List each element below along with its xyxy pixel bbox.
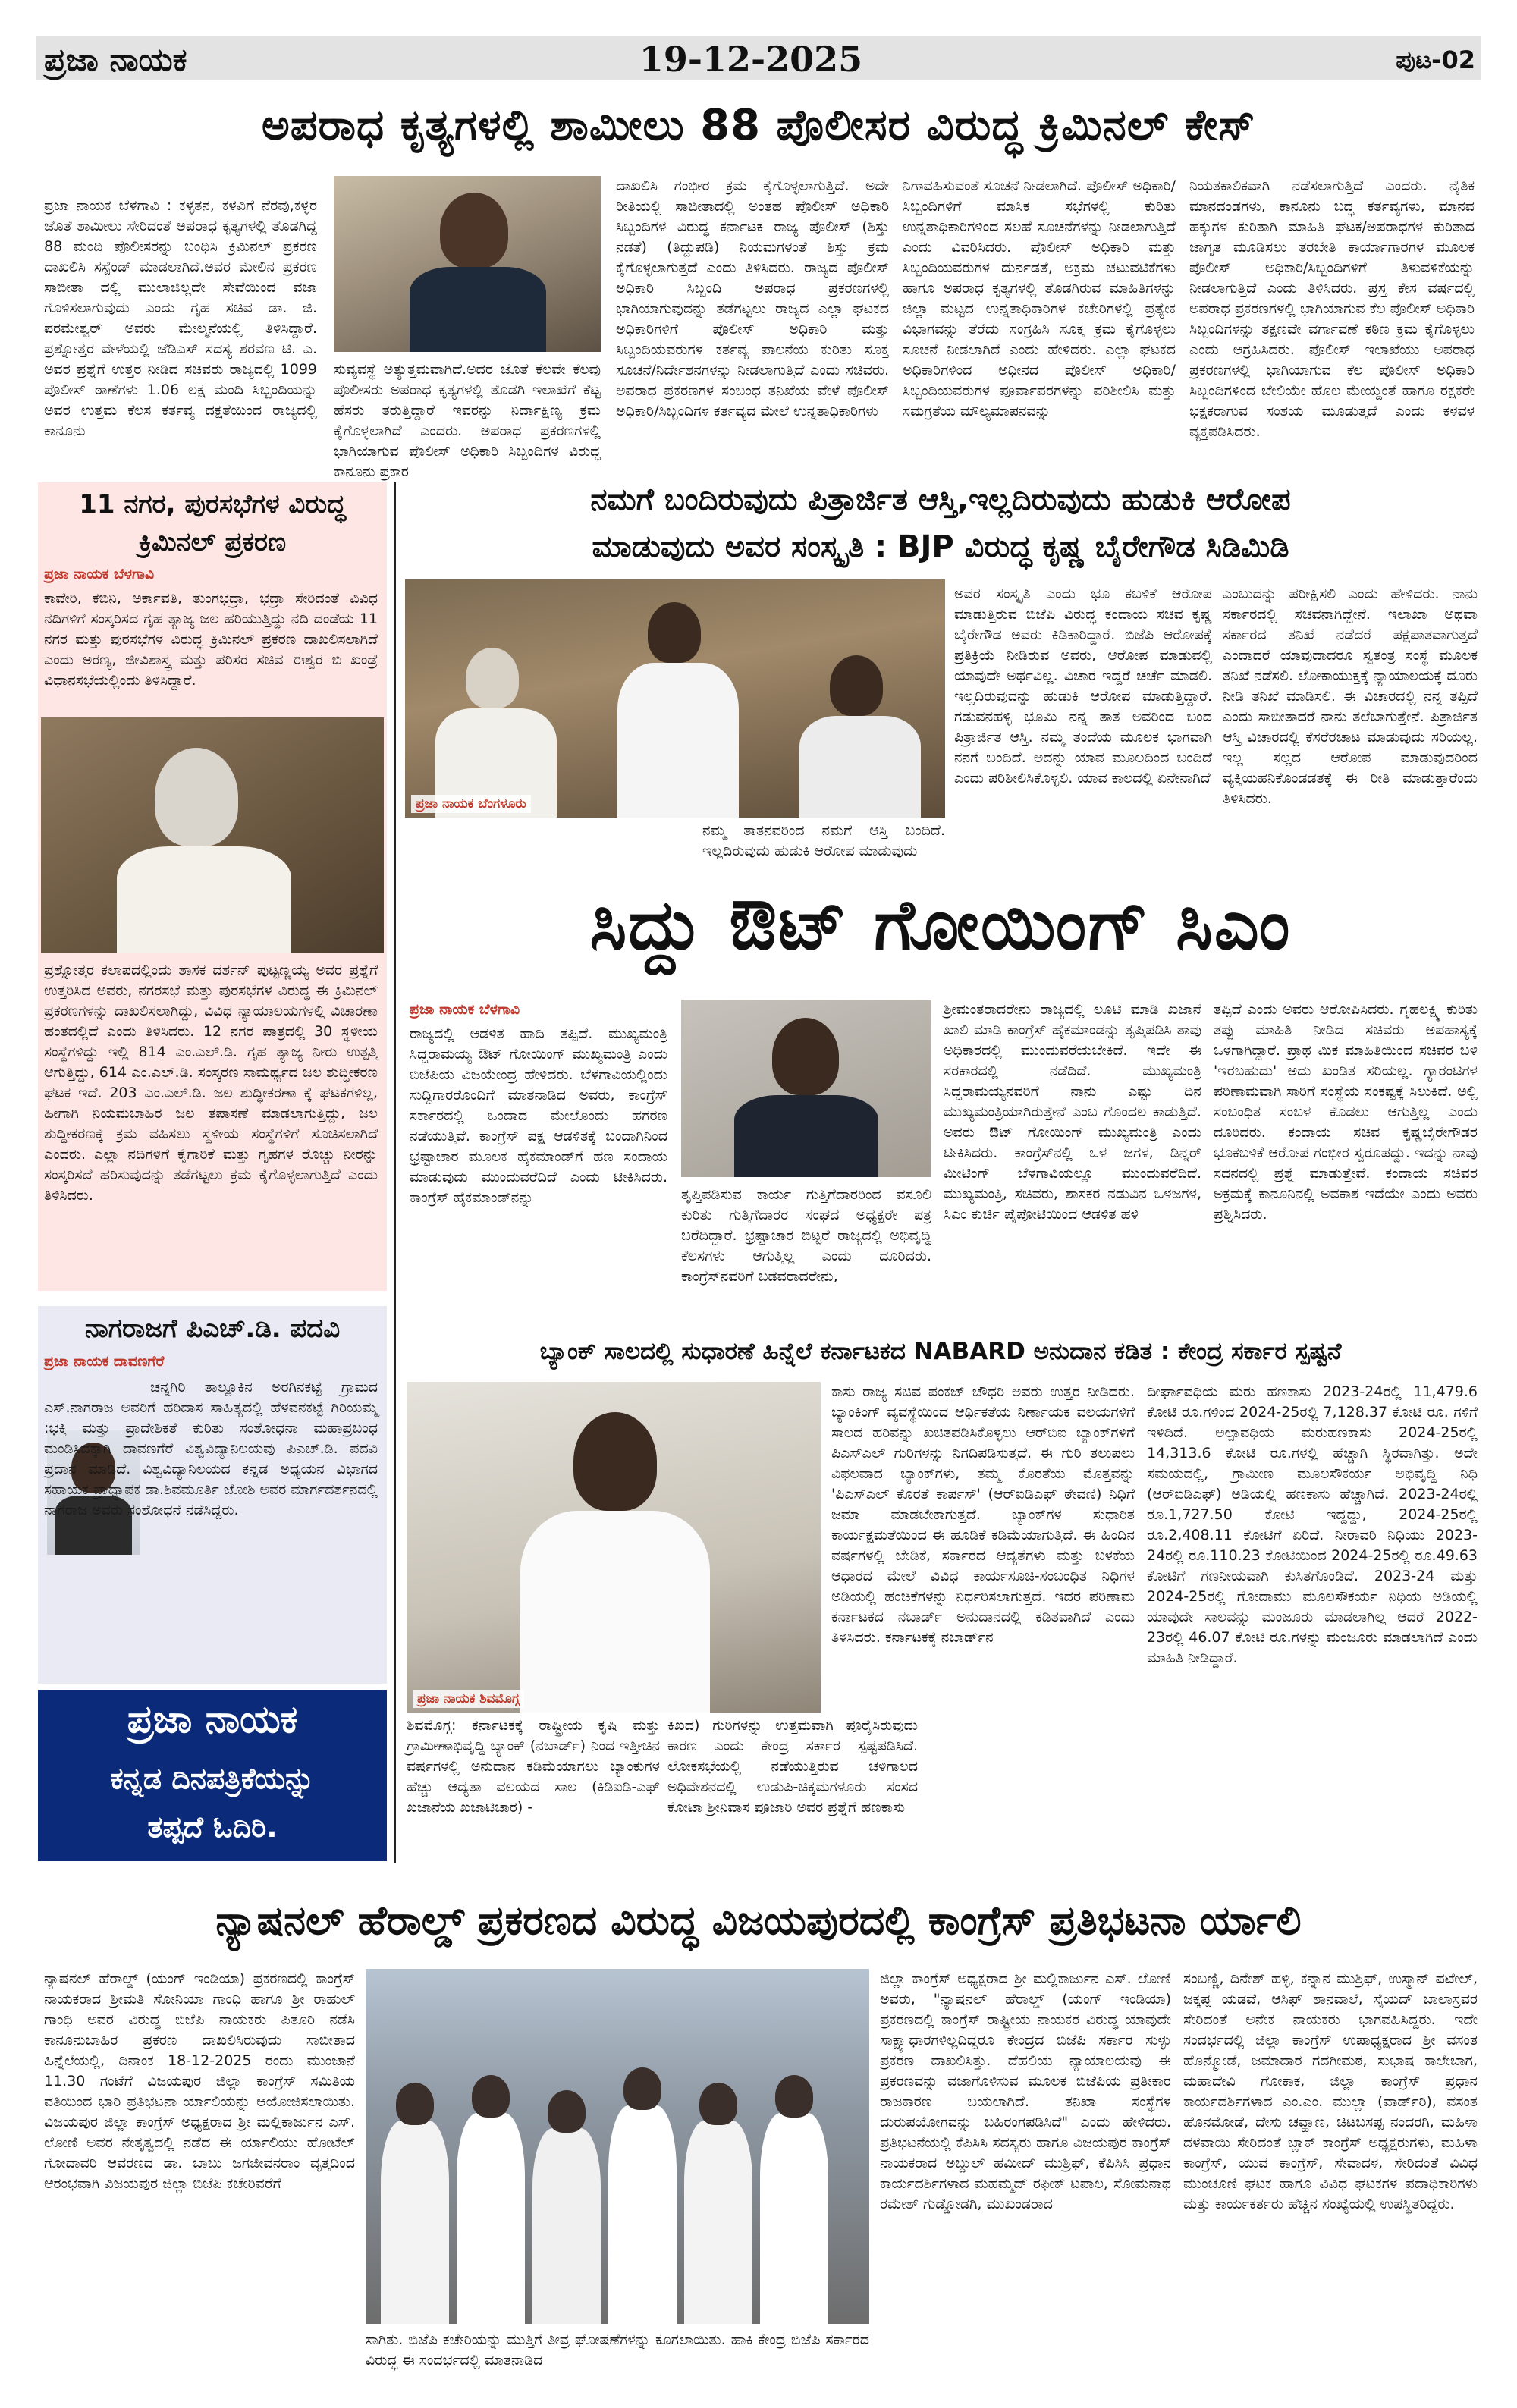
story1-col1: ಪ್ರಜಾ ನಾಯಕ ಬೆಳಗಾವಿ : ಕಳ್ಳತನ, ಕಳವಿಗೆ ನೆರವು,ಕಳ್ಳರ ಜೊತೆ ಶಾಮೀಲು ಸೇರಿದಂತೆ ಅಪರಾಧ ಕೃತ್ಯಗಳಲ್ಲಿ ತೊಡಗಿದ್ದ 88 ಮಂದಿ ಪೊಲೀಸರನ್ನು ಬಂಧಿಸಿ ಕ್ರಿಮಿನಲ್ ಪ್ರಕರಣ ದಾಖಲಿಸಿ ಸಸ್ಪೆಂಡ್ ಮಾಡಲಾಗಿದೆ.ಅವರ ಮೇಲಿನ ಪ್ರಕರಣ ಸಾಬೀತಾ ದಲ್ಲಿ ಮುಲಾಜಿಲ್ಲದೇ ಸೇವೆಯಿಂದ ವಜಾ ಗೊಳಿಸಲಾಗುವುದು ಎಂದು ಗೃಹ ಸಚಿವ ಡಾ. ಜಿ. ಪರಮೇಶ್ವರ್ ಅವರು ಮೇಲ್ಮನೆಯಲ್ಲಿ ತಿಳಿಸಿದ್ದಾರೆ. ಪ್ರಶ್ನೋತ್ತರ ವೇಳೆಯಲ್ಲಿ ಜೆಡಿಎಸ್ ಸದಸ್ಯ ಶರವಣ ಟಿ. ಎ. ಅವರ ಪ್ರಶ್ನೆಗೆ ಉತ್ತರ ನೀಡಿದ ಸಚಿವರು ರಾಜ್ಯದಲ್ಲಿ 1099 ಪೊಲೀಸ್ ಠಾಣೆಗಳು 1.06 ಲಕ್ಷ ಮಂದಿ ಸಿಬ್ಬಂದಿಯನ್ನು ಅವರ ಉತ್ತಮ ಕೆಲಸ ಕರ್ತವ್ಯ ದಕ್ಷತೆಯಿಂದ ರಾಜ್ಯದಲ್ಲಿ ಕಾನೂನು [44, 197, 317, 439]
story1-col5: ನಿಯತಕಾಲಿಕವಾಗಿ ನಡೆಸಲಾಗುತ್ತಿದೆ ಎಂದರು. ನೈತಿಕ ಮಾನದಂಡಗಳು, ಕಾನೂನು ಬದ್ಧ ಕರ್ತವ್ಯಗಳು, ಮಾನವ ಹಕ್ಕುಗಳ ಕುರಿತಾಗಿ ಮಾಹಿತಿ ಘಟಕ/ಅಪರಾಧಗಳ ಕುರಿತಾದ ಜಾಗೃತ ಮೂಡಿಸಲು ತರಬೇತಿ ಕಾರ್ಯಾಗಾರಗಳ ಮೂಲಕ ಪೊಲೀಸ್ ಅಧಿಕಾರಿ/ಸಿಬ್ಬಂದಿಗಳಿಗೆ ತಿಳುವಳಿಕೆಯನ್ನು ನೀಡಲಾಗುತ್ತಿದೆ ಎಂದು ತಿಳಿಸಿದರು. ಪ್ರಸ್ತ ಕೇಸ ವರ್ಷದಲ್ಲಿ ಅಪರಾಧ ಪ್ರಕರಣಗಳಲ್ಲಿ ಭಾಗಿಯಾಗುವ ಕೆಲ ಪೊಲೀಸ್ ಅಧಿಕಾರಿ ಸಿಬ್ಬಂದಿಗಳನ್ನು ತಕ್ಷಣವೇ ವರ್ಗಾವಣೆ ಕಠಿಣ ಕ್ರಮ ಕೈಗೊಳ್ಳಲು ಎಂದು ಆಗ್ರಹಿಸಿದರು. ಪೊಲೀಸ್ ಇಲಾಖೆಯು ಅಪರಾಧ ಪ್ರಕರಣಗಳಲ್ಲಿ ಭಾಗಿಯಾಗುವ ಕೆಲ ಪೊಲೀಸ್ ಅಧಿಕಾರಿ ಸಿಬ್ಬಂದಿಗಳಿಂದ ಬೇಲಿಯೇ ಹೊಲ ಮೇಯ್ದಂತೆ ಹಾಗೂ ರಕ್ಷಕರೇ ಭಕ್ಷಕರಾಗುವ ಸಂಶಯ ಮೂಡುತ್ತದೆ ಎಂದು ಕಳವಳ ವ್ಯಕ್ತಪಡಿಸಿದರು. [1189, 177, 1475, 440]
story2-below-photo: ನಮ್ಮ ತಾತನವರಿಂದ ನಮಗೆ ಆಸ್ತಿ ಬಂದಿದೆ. ಇಲ್ಲದಿರುವುದು ಹುಡುಕಿ ಆರೋಪ ಮಾಡುವುದು [702, 822, 945, 859]
story2-headline-line2: ಮಾಡುವುದು ಅವರ ಸಂಸ್ಕೃತಿ : BJP ವಿರುದ್ಧ ಕೃಷ್ಣ ಬೈರೇಗೌಡ ಸಿಡಿಮಿಡಿ [592, 529, 1289, 564]
masthead-page-number: ಪುಟ-02 [1396, 46, 1475, 74]
promo-line2: ತಪ್ಪದೆ ಓದಿರಿ. [147, 1810, 278, 1844]
story5-photo [366, 1969, 869, 2324]
story5-col2: ಜಿಲ್ಲಾ ಕಾಂಗ್ರೆಸ್ ಅಧ್ಯಕ್ಷರಾದ ಶ್ರೀ ಮಲ್ಲಿಕಾರ್ಜುನ ಎಸ್. ಲೋಣಿ ಅವರು, "ನ್ಯಾಷನಲ್ ಹೆರಾಲ್ಡ್ (ಯಂಗ್ ಇಂಡಿಯಾ) ಪ್ರಕರಣದಲ್ಲಿ ಕಾಂಗ್ರೆಸ್ ರಾಷ್ಟ್ರೀಯ ನಾಯಕರ ವಿರುದ್ಧ ಯಾವುದೇ ಸಾಕ್ಷ್ಯಾಧಾರಗಳಿಲ್ಲದಿದ್ದರೂ ಕೇಂದ್ರದ ಬಿಜೆಪಿ ಸರ್ಕಾರ ಸುಳ್ಳು ಪ್ರಕರಣ ದಾಖಲಿಸಿತ್ತು. ದೆಹಲಿಯ ನ್ಯಾಯಾಲಯವು ಈ ಪ್ರಕರಣವನ್ನು ವಜಾಗೊಳಿಸುವ ಮೂಲಕ ಬಿಜೆಪಿಯ ಪ್ರತೀಕಾರ ರಾಜಕಾರಣ ಬಯಲಾಗಿದೆ. ತನಿಖಾ ಸಂಸ್ಥೆಗಳ ದುರುಪಯೋಗವನ್ನು ಬಹಿರಂಗಪಡಿಸಿದೆ" ಎಂದು ಹೇಳಿದರು. ಪ್ರತಿಭಟನೆಯಲ್ಲಿ ಕೆಪಿಸಿಸಿ ಸದಸ್ಯರು ಹಾಗೂ ವಿಜಯಪುರ ಕಾಂಗ್ರೆಸ್ ನಾಯಕರಾದ ಅಬ್ದುಲ್ ಹಮೀದ್ ಮುಶ್ರಿಫ್, ಕೆಪಿಸಿಸಿ ಪ್ರಧಾನ ಕಾರ್ಯದರ್ಶಿಗಳಾದ ಮಹಮ್ಮದ್ ರಫೀಕ್ ಟಪಾಲ, ಸೋಮನಾಥ ರಮೇಶ್ ಗುಡ್ಡೋಡಗಿ, ಮುಖಂಡರಾದ [880, 1970, 1171, 2212]
column-divider [394, 482, 396, 1863]
story2-photo-caption: ಪ್ರಜಾ ನಾಯಕ ಬೆಂಗಳೂರು [411, 795, 531, 813]
story4-photo-caption: ಪ್ರಜಾ ನಾಯಕ ಶಿವಮೊಗ್ಗ [413, 1690, 524, 1708]
story1-col4: ನಿಗಾವಹಿಸುವಂತೆ ಸೂಚನೆ ನೀಡಲಾಗಿದೆ. ಪೊಲೀಸ್ ಅಧಿಕಾರಿ/ಸಿಬ್ಬಂದಿಗಳಿಗೆ ಮಾಸಿಕ ಸಭೆಗಳಲ್ಲಿ ಕುರಿತು ಉನ್ನತಾಧಿಕಾರಿಗಳಿಂದ ಸಲಹೆ ಸೂಚನೆಗಳನ್ನು ನೀಡಲಾಗುತ್ತಿದೆ ಎಂದು ವಿವರಿಸಿದರು. ಪೊಲೀಸ್ ಅಧಿಕಾರಿ ಮತ್ತು ಸಿಬ್ಬಂದಿಯವರುಗಳ ದುರ್ನಡತೆ, ಅಕ್ರಮ ಚಟುವಟಿಕೆಗಳು ಹಾಗೂ ಅಪರಾಧ ಕೃತ್ಯಗಳಲ್ಲಿ ತೊಡಗಿರುವ ಮಾಹಿತಿಗಳನ್ನು ಜಿಲ್ಲಾ ಮಟ್ಟದ ಉನ್ನತಾಧಿಕಾರಿಗಳ ಕಚೇರಿಗಳಲ್ಲಿ ಪ್ರತ್ಯೇಕ ವಿಭಾಗವನ್ನು ತೆರೆದು ಸಂಗ್ರಹಿಸಿ ಸೂಕ್ತ ಕ್ರಮ ಕೈಗೊಳ್ಳಲು ಸೂಚನೆ ನೀಡಲಾಗಿದೆ ಎಂದು ಹೇಳಿದರು. ಎಲ್ಲಾ ಘಟಕದ ಅಧಿಕಾರಿಗಳಿಂದ ಅಧೀನದ ಪೊಲೀಸ್ ಅಧಿಕಾರಿ/ಸಿಬ್ಬಂದಿಯವರುಗಳ ಪೂರ್ವಾಪರಗಳನ್ನು ಪರಿಶೀಲಿಸಿ ಮತ್ತು ಸಮಗ್ರತೆಯ ಮೌಲ್ಯಮಾಪನವನ್ನು [903, 177, 1176, 419]
left1-body: ಪ್ರಶ್ನೋತ್ತರ ಕಲಾಪದಲ್ಲಿಂದು ಶಾಸಕ ದರ್ಶನ್ ಪುಟ್ಟಣ್ಣಯ್ಯ ಅವರ ಪ್ರಶ್ನೆಗೆ ಉತ್ತರಿಸಿದ ಅವರು, ನಗರಸಭೆ ಮತ್ತು ಪುರಸಭೆಗಳ ವಿರುದ್ಧ ಈ ಕ್ರಿಮಿನಲ್ ಪ್ರಕರಣಗಳನ್ನು ದಾಖಲಿಸಲಾಗಿದ್ದು, ವಿವಿಧ ನ್ಯಾಯಾಲಯಗಳಲ್ಲಿ ವಿಚಾರಣಾ ಹಂತದಲ್ಲಿದೆ ಎಂದು ತಿಳಿಸಿದರು. 12 ನಗರ ಪಾತ್ರದಲ್ಲಿ 30 ಸ್ಥಳೀಯ ಸಂಸ್ಥೆಗಳಿದ್ದು ಇಲ್ಲಿ 814 ಎಂ.ಎಲ್.ಡಿ. ಗೃಹ ತ್ಯಾಜ್ಯ ನೀರು ಉತ್ಪತ್ತಿ ಆಗುತ್ತಿದ್ದು, 614 ಎಂ.ಎಲ್.ಡಿ. ಸಂಸ್ಕರಣ ಸಾಮರ್ಥ್ಯದ ಜಲ ಶುದ್ಧೀಕರಣ ಘಟಕ ಇದೆ. 203 ಎಂ.ಎಲ್.ಡಿ. ಜಲ ಶುದ್ಧೀಕರಣಾ ಕ್ಕೆ ಘಟಕಗಳಿಲ್ಲ, ಹೀಗಾಗಿ ನಿಯಮಬಾಹಿರ ಜಲ ತಪಾಸಣೆ ಮಾಡಲಾಗುತ್ತಿದ್ದು, ಜಲ ಶುದ್ಧೀಕರಣಕ್ಕೆ ಕ್ರಮ ವಹಿಸಲು ಸ್ಥಳೀಯ ಸಂಸ್ಥೆಗಳಿಗೆ ಸೂಚಿಸಲಾಗಿದೆ ಎಂದರು. ಎಲ್ಲಾ ನದಿಗಳಿಗೆ ಕೈಗಾರಿಕೆ ಮತ್ತು ಗೃಹಗಳ ರೊಚ್ಚು ನೀರನ್ನು ಸಂಸ್ಕರಿಸದೆ ಹರಿಸುವುದನ್ನು ತಡೆಗಟ್ಟಲು ಕ್ರಮ ಕೈಗೊಳ್ಳಲಾಗುತ್ತಿದೆ ಎಂದು ತಿಳಿಸಿದರು. [44, 962, 378, 1204]
story3-col1: ರಾಜ್ಯದಲ್ಲಿ ಆಡಳಿತ ಹಾದಿ ತಪ್ಪಿದೆ. ಮುಖ್ಯಮಂತ್ರಿ ಸಿದ್ದರಾಮಯ್ಯ ಔಟ್ ಗೋಯಿಂಗ್ ಮುಖ್ಯಮಂತ್ರಿ ಎಂದು ಬಿಜೆಪಿಯ ವಿಜಯೇಂದ್ರ ಹೇಳಿದರು. ಬೆಳಗಾವಿಯಲ್ಲಿಂದು ಸುದ್ದಿಗಾರರೊಂದಿಗೆ ಮಾತನಾಡಿದ ಅವರು, ಕಾಂಗ್ರೆಸ್ ಸರ್ಕಾರದಲ್ಲಿ ಒಂದಾದ ಮೇಲೊಂದು ಹಗರಣ ನಡೆಯುತ್ತಿವೆ. ಕಾಂಗ್ರೆಸ್ ಪಕ್ಷ ಆಡಳಿತಕ್ಕೆ ಬಂದಾಗಿನಿಂದ ಭ್ರಷ್ಟಾಚಾರ ಮೂಲಕ ಹೈಕಮಾಂಡ್‌ಗೆ ಹಣ ಸಂದಾಯ ಮಾಡುವುದು ಮುಂದುವರೆದಿದೆ ಎಂದು ಟೀಕಿಸಿದರು. ಕಾಂಗ್ರೆಸ್ ಹೈಕಮಾಂಡ್‌ನನ್ನು [410, 1025, 667, 1206]
story3-col3: ತಪ್ಪಿದೆ ಎಂದು ಅವರು ಆರೋಪಿಸಿದರು. ಗೃಹಲಕ್ಷ್ಮಿ ಕುರಿತು ತಪ್ಪು ಮಾಹಿತಿ ನೀಡಿದ ಸಚಿವರು ಅಪಹಾಸ್ಯಕ್ಕೆ ಒಳಗಾಗಿದ್ದಾರೆ. ಪ್ರಾಥ ಮಿಕ ಮಾಹಿತಿಯಿಂದ ಸಚಿವರ ಬಳಿ 'ಇರಬಹುದು' ಅದು ಖಂಡಿತ ಸರಿಯಲ್ಲ. ಗ್ಯಾರಂಟಿಗಳ ಪರಿಣಾಮವಾಗಿ ಸಾರಿಗೆ ಸಂಸ್ಥೆಯ ಸಂಕಷ್ಟಕ್ಕೆ ಸಿಲುಕಿದೆ. ಅಲ್ಲಿ ಸಂಬಂಧಿತ ಸಂಬಳ ಕೊಡಲು ಆಗುತ್ತಿಲ್ಲ ಎಂದು ದೂರಿದರು. ಕಂದಾಯ ಸಚಿವ ಕೃಷ್ಣಬೈರೇಗೌಡರ ಭೂಕಬಳಿಕೆ ಆರೋಪ ಗಂಭೀರ ಸ್ವರೂಪದ್ದು. ಇದನ್ನು ನಾವು ಸದನದಲ್ಲಿ ಪ್ರಶ್ನೆ ಮಾಡುತ್ತೇವೆ. ಕಂದಾಯ ಸಚಿವರ ಅಕ್ರಮಕ್ಕೆ ಕಾನೂನಿನಲ್ಲಿ ಅವಕಾಶ ಇದೆಯೇ ಎಂದು ಅವರು ಪ್ರಶ್ನಿಸಿದರು. [1214, 1001, 1478, 1223]
story3-byline: ಪ್ರಜಾ ನಾಯಕ ಬೆಳಗಾವಿ [410, 1001, 520, 1018]
story3-headline: ಸಿದ್ದು ಔಟ್ ಗೋಯಿಂಗ್ ಸಿಎಂ [589, 884, 1292, 965]
left1-photo [41, 717, 384, 953]
left2-headline: ನಾಗರಾಜಗೆ ಪಿಎಚ್.ಡಿ. ಪದವಿ [84, 1314, 341, 1344]
story3-col2: ಶ್ರೀಮಂತರಾದರೇನು ರಾಜ್ಯದಲ್ಲಿ ಲೂಟಿ ಮಾಡಿ ಖಜಾನೆ ಖಾಲಿ ಮಾಡಿ ಕಾಂಗ್ರೆಸ್ ಹೈಕಮಾಂಡನ್ನು ತೃಪ್ತಿಪಡಿಸಿ ತಾವು ಅಧಿಕಾರದಲ್ಲಿ ಮುಂದುವರೆಯಬೇಕಿದೆ. ಇದೇ ಈ ಸರಕಾರದಲ್ಲಿ ನಡೆದಿದೆ. ಮುಖ್ಯಮಂತ್ರಿ ಸಿದ್ದರಾಮಯ್ಯನವರಿಗೆ ನಾನು ಎಷ್ಟು ದಿನ ಮುಖ್ಯಮಂತ್ರಿಯಾಗಿರುತ್ತೇನೆ ಎಂಬ ಗೊಂದಲ ಕಾಡುತ್ತಿದೆ. ಅವರು ಔಟ್ ಗೋಯಿಂಗ್ ಮುಖ್ಯಮಂತ್ರಿ ಎಂದು ಟೀಕಿಸಿದರು. ಕಾಂಗ್ರೆಸ್‌ನಲ್ಲಿ ಒಳ ಜಗಳ, ಡಿನ್ನರ್ ಮೀಟಿಂಗ್ ಬೆಳಗಾವಿಯಲ್ಲೂ ಮುಂದುವರೆದಿದೆ. ಮುಖ್ಯಮಂತ್ರಿ, ಸಚಿವರು, ಶಾಸಕರ ನಡುವಿನ ಒಳಜಗಳ, ಸಿಎಂ ಕುರ್ಚಿ ಪೈಪೋಟಿಯಿಂದ ಆಡಳಿತ ಹಳಿ [944, 1001, 1201, 1223]
masthead-name: ಪ್ರಜಾ ನಾಯಕ [44, 41, 187, 78]
story1-photo [334, 176, 601, 352]
story2-col1: ಅವರ ಸಂಸ್ಕೃತಿ ಎಂದು ಭೂ ಕಬಳಿಕೆ ಆರೋಪ ಮಾಡುತ್ತಿರುವ ಬಿಜೆಪಿ ವಿರುದ್ಧ ಕಂದಾಯ ಸಚಿವ ಕೃಷ್ಣ ಬೈರೇಗೌಡ ಅವರು ಕಿಡಿಕಾರಿದ್ದಾರೆ. ಬಿಜೆಪಿ ಆರೋಪಕ್ಕೆ ಪ್ರತಿಕ್ರಿಯೆ ನೀಡಿರುವ ಅವರು, ಆರೋಪ ಮಾಡುವಲ್ಲಿ ಯಾವುದೇ ಅರ್ಥವಿಲ್ಲ. ವಿಚಾರ ಇದ್ದರೆ ಚರ್ಚೆ ಮಾಡಲಿ. ಇಲ್ಲದಿರುವುದನ್ನು ಹುಡುಕಿ ಆರೋಪ ಮಾಡುತ್ತಿದ್ದಾರೆ. ಗಡುವನಹಳ್ಳಿ ಭೂಮಿ ನನ್ನ ತಾತ ಅವರಿಂದ ಬಂದ ಪಿತ್ರಾರ್ಜಿತ ಆಸ್ತಿ. ನಮ್ಮ ತಂದೆಯ ಮೂಲಕ ಭಾಗವಾಗಿ ನನಗೆ ಬಂದಿದೆ. ಅದನ್ನು ಯಾವ ಮೂಲದಿಂದ ಬಂದಿದೆ ಎಂದು ಪರಿಶೀಲಿಸಿಕೊಳ್ಳಲಿ. ಯಾವ ಕಾಲದಲ್ಲಿ ಏನೇನಾಗಿದೆ [954, 586, 1212, 786]
story5-below-photo: ಸಾಗಿತು. ಬಿಜೆಪಿ ಕಚೇರಿಯನ್ನು ಮುತ್ತಿಗೆ ತೀವ್ರ ಘೋಷಣೆಗಳನ್ನು ಕೂಗಲಾಯಿತು. ಹಾಕಿ ಕೇಂದ್ರ ಬಿಜೆಪಿ ಸರ್ಕಾರದ ವಿರುದ್ಧ ಈ ಸಂದರ್ಭದಲ್ಲಿ ಮಾತನಾಡಿದ [366, 2331, 869, 2369]
left1-intro: ಕಾವೇರಿ, ಕಬಿನಿ, ಅರ್ಕಾವತಿ, ತುಂಗಭದ್ರಾ, ಭದ್ರಾ ಸೇರಿದಂತೆ ವಿವಿಧ ನದಿಗಳಿಗೆ ಸಂಸ್ಕರಿಸದ ಗೃಹ ತ್ಯಾಜ್ಯ ಜಲ ಹರಿಯುತ್ತಿದ್ದು ನದಿ ದಂಡೆಯ 11 ನಗರ ಮತ್ತು ಪುರಸಭೆಗಳ ವಿರುದ್ಧ ಕ್ರಿಮಿನಲ್ ಪ್ರಕರಣ ದಾಖಲಿಸಲಾಗಿದೆ ಎಂದು ಅರಣ್ಯ, ಜೀವಿಶಾಸ್ತ್ರ ಮತ್ತು ಪರಿಸರ ಸಚಿವ ಈಶ್ವರ ಬಿ ಖಂಡ್ರೆ ವಿಧಾನಸಭೆಯಲ್ಲಿಂದು ತಿಳಿಸಿದ್ದಾರೆ. [44, 590, 378, 689]
story2-photo [405, 579, 945, 818]
story5-headline: ನ್ಯಾಷನಲ್ ಹೆರಾಲ್ಡ್ ಪ್ರಕರಣದ ವಿರುದ್ಧ ವಿಜಯಪುರದಲ್ಲಿ ಕಾಂಗ್ರೆಸ್ ಪ್ರತಿಭಟನಾ ರ್ಯಾಲಿ [215, 1898, 1302, 1944]
story4-photo [407, 1382, 821, 1713]
story4-col3: ಕಾಸು ರಾಜ್ಯ ಸಚಿವ ಪಂಕಜ್ ಚೌಧರಿ ಅವರು ಉತ್ತರ ನೀಡಿದರು. ಬ್ಯಾಂಕಿಂಗ್ ವ್ಯವಸ್ಥೆಯಿಂದ ಆರ್ಥಿಕತೆಯ ನಿರ್ಣಾಯಕ ವಲಯಗಳಿಗೆ ಸಾಲದ ಹರಿವನ್ನು ಖಚಿತಪಡಿಸಿಕೊಳ್ಳಲು ಆರ್‌ಬಿಐ ಬ್ಯಾಂಕ್‌ಗಳಿಗೆ ಪಿಎಸ್‌ಎಲ್ ಗುರಿಗಳನ್ನು ನಿಗದಿಪಡಿಸುತ್ತದೆ. ಈ ಗುರಿ ತಲುಪಲು ವಿಫಲವಾದ ಬ್ಯಾಂಕ್‌ಗಳು, ತಮ್ಮ ಕೊರತೆಯ ಮೊತ್ತವನ್ನು 'ಪಿಎಸ್‌ಎಲ್ ಕೊರತೆ ಕಾರ್ಪಸ್' (ಆರ್‌ಐಡಿಎಫ್ ಠೇವಣಿ) ನಿಧಿಗೆ ಜಮಾ ಮಾಡಬೇಕಾಗುತ್ತದೆ. ಬ್ಯಾಂಕ್‌ಗಳ ಸುಧಾರಿತ ಕಾರ್ಯಕ್ಷಮತೆಯಿಂದ ಈ ಹೂಡಿಕೆ ಕಡಿಮೆಯಾಗುತ್ತಿದೆ. ಈ ಹಿಂದಿನ ವರ್ಷಗಳಲ್ಲಿ ಬೇಡಿಕೆ, ಸರ್ಕಾರದ ಆದ್ಯತೆಗಳು ಮತ್ತು ಬಳಕೆಯ ಆಧಾರದ ಮೇಲೆ ವಿವಿಧ ಕಾರ್ಯಸೂಚಿ-ಸಂಬಂಧಿತ ನಿಧಿಗಳ ಅಡಿಯಲ್ಲಿ ಹಂಚಿಕೆಗಳನ್ನು ನಿರ್ಧರಿಸಲಾಗುತ್ತದೆ. ಇದರ ಪರಿಣಾಮ ಕರ್ನಾಟಕದ ನಬಾರ್ಡ್ ಅನುದಾನದಲ್ಲಿ ಕಡಿತವಾಗಿದೆ ಎಂದು ತಿಳಿಸಿದರು. ಕರ್ನಾಟಕಕ್ಕೆ ನಬಾರ್ಡ್‌ನ [831, 1383, 1135, 1646]
left1-byline: ಪ್ರಜಾ ನಾಯಕ ಬೆಳಗಾವಿ [44, 566, 155, 582]
story5-col1: ನ್ಯಾಷನಲ್ ಹೆರಾಲ್ಡ್ (ಯಂಗ್ ಇಂಡಿಯಾ) ಪ್ರಕರಣದಲ್ಲಿ ಕಾಂಗ್ರೆಸ್ ನಾಯಕರಾದ ಶ್ರೀಮತಿ ಸೋನಿಯಾ ಗಾಂಧಿ ಹಾಗೂ ಶ್ರೀ ರಾಹುಲ್ ಗಾಂಧಿ ಅವರ ವಿರುದ್ಧ ಬಿಜೆಪಿ ನಾಯಕರು ಪಿತೂರಿ ನಡೆಸಿ ಕಾನೂನುಬಾಹಿರ ಪ್ರಕರಣ ದಾಖಲಿಸಿರುವುದು ಸಾಬೀತಾದ ಹಿನ್ನೆಲೆಯಲ್ಲಿ, ದಿನಾಂಕ 18-12-2025 ರಂದು ಮುಂಜಾನೆ 11.30 ಗಂಟೆಗೆ ವಿಜಯಪುರ ಜಿಲ್ಲಾ ಕಾಂಗ್ರೆಸ್ ಸಮಿತಿಯ ವತಿಯಿಂದ ಭಾರಿ ಪ್ರತಿಭಟನಾ ರ್ಯಾಲಿಯನ್ನು ಆಯೋಜಿಸಲಾಯಿತು. ವಿಜಯಪುರ ಜಿಲ್ಲಾ ಕಾಂಗ್ರೆಸ್ ಅಧ್ಯಕ್ಷರಾದ ಶ್ರೀ ಮಲ್ಲಿಕಾರ್ಜುನ ಎಸ್. ಲೋಣಿ ಅವರ ನೇತೃತ್ವದಲ್ಲಿ ನಡೆದ ಈ ರ್ಯಾಲಿಯು ಹೋಟೆಲ್ ಗೋದಾವರಿ ಆವರಣದ ಡಾ. ಬಾಬು ಜಗಜೀವನರಾಂ ವೃತ್ತದಿಂದ ಆರಂಭವಾಗಿ ವಿಜಯಪುರ ಜಿಲ್ಲಾ ಬಿಜೆಪಿ ಕಚೇರಿವರೆಗೆ [44, 1970, 355, 2192]
left1-headline-line1: 11 ನಗರ, ಪುರಸಭೆಗಳ ವಿರುದ್ಧ [79, 489, 346, 520]
masthead-date: 19-12-2025 [639, 39, 863, 80]
story2-headline-line1: ನಮಗೆ ಬಂದಿರುವುದು ಪಿತ್ರಾರ್ಜಿತ ಆಸ್ತಿ,ಇಲ್ಲದಿರುವುದು ಹುಡುಕಿ ಆರೋಪ [590, 482, 1291, 517]
story3-photo [681, 1000, 931, 1177]
left2-body: ಚನ್ನಗಿರಿ ತಾಲ್ಲೂಕಿನ ಅರಗಿನಕಟ್ಟೆ ಗ್ರಾಮದ ಎಸ್.ನಾಗರಾಜ ಅವರಿಗೆ ಹರಿದಾಸ ಸಾಹಿತ್ಯದಲ್ಲಿ ಹೆಳವನಕಟ್ಟೆ ಗಿರಿಯಮ್ಮ :ಭಕ್ತಿ ಮತ್ತು ಪ್ರಾದೇಶಿಕತೆ ಕುರಿತು ಸಂಶೋಧನಾ ಮಹಾಪ್ರಬಂಧ ಮಂಡಿಸಿದಕ್ಕಾಗಿ ದಾವಣಗೆರೆ ವಿಶ್ವವಿದ್ಯಾನಿಲಯವು ಪಿಎಚ್.ಡಿ. ಪದವಿ ಪ್ರದಾನ ಮಾಡಿದೆ. ವಿಶ್ವವಿದ್ಯಾನಿಲಯದ ಕನ್ನಡ ಅಧ್ಯಯನ ವಿಭಾಗದ ಸಹಾಯಕ ಪ್ರಾಧ್ಯಾಪಕ ಡಾ.ಶಿವಮೂರ್ತಿ ಜೋಶಿ ಅವರ ಮಾರ್ಗದರ್ಶನದಲ್ಲಿ ನಾಗರಾಜ ಅವರು ಸಂಶೋಧನೆ ನಡೆಸಿದ್ದರು. [44, 1379, 378, 1518]
story2-col2: ಎಂಬುದನ್ನು ಪರೀಕ್ಷಿಸಲಿ ಎಂದು ಹೇಳಿದರು. ನಾನು ಸರ್ಕಾರದಲ್ಲಿ ಸಚಿವನಾಗಿದ್ದೇನೆ. ಇಲಾಖಾ ಅಥವಾ ಸರ್ಕಾರದ ತನಿಖೆ ನಡೆದರೆ ಪಕ್ಷಪಾತವಾಗುತ್ತದೆ ಎಂದಾದರೆ ಯಾವುದಾದರೂ ಸ್ವತಂತ್ರ ಸಂಸ್ಥೆ ಮೂಲಕ ತನಿಖೆ ನಡೆಸಲಿ. ಲೋಕಾಯುಕ್ತಕ್ಕೆ ನ್ಯಾಯಾಲಯಕ್ಕೆ ದೂರು ನೀಡಿ ತನಿಖೆ ಮಾಡಿಸಲಿ. ಈ ವಿಚಾರದಲ್ಲಿ ನನ್ನ ತಪ್ಪಿದೆ ಎಂದು ಸಾಬೀತಾದರೆ ನಾನು ತಲೆಬಾಗುತ್ತೇನೆ. ಪಿತ್ರಾರ್ಜಿತ ಆಸ್ತಿ ವಿಚಾರದಲ್ಲಿ ಕೆಸರೆರಚಾಟ ಮಾಡುವುದು ಸರಿಯಲ್ಲ. ಇಲ್ಲ ಸಲ್ಲದ ಆರೋಪ ಮಾಡುವುದರಿಂದ ವ್ಯಕ್ತಿಯಹನಿಕೊಂಡಡತಕ್ಕೆ ಈ ರೀತಿ ಮಾಡುತ್ತಾರೆಂದು ತಿಳಿಸಿದರು. [1223, 586, 1478, 807]
story1-col3: ದಾಖಲಿಸಿ ಗಂಭೀರ ಕ್ರಮ ಕೈಗೊಳ್ಳಲಾಗುತ್ತಿದೆ. ಅದೇ ರೀತಿಯಲ್ಲಿ ಸಾಬೀತಾದಲ್ಲಿ ಅಂತಹ ಪೊಲೀಸ್ ಅಧಿಕಾರಿ ಸಿಬ್ಬಂದಿಗಳ ವಿರುದ್ಧ ಕರ್ನಾಟಕ ರಾಜ್ಯ ಪೊಲೀಸ್ (ಶಿಸ್ತು ನಡತೆ) (ತಿದ್ದುಪಡಿ) ನಿಯಮಗಳಂತೆ ಶಿಸ್ತು ಕ್ರಮ ಕೈಗೊಳ್ಳಲಾಗುತ್ತದೆ ಎಂದು ತಿಳಿಸಿದರು. ರಾಜ್ಯದ ಪೊಲೀಸ್ ಅಧಿಕಾರಿ ಸಿಬ್ಬಂದಿ ಅಪರಾಧ ಪ್ರಕರಣಗಳಲ್ಲಿ ಭಾಗಿಯಾಗುವುದನ್ನು ತಡೆಗಟ್ಟಲು ರಾಜ್ಯದ ಎಲ್ಲಾ ಘಟಕದ ಅಧಿಕಾರಿಗಳಿಗೆ ಪೊಲೀಸ್ ಅಧಿಕಾರಿ ಮತ್ತು ಸಿಬ್ಬಂದಿಯವರುಗಳ ಕರ್ತವ್ಯ ಪಾಲನೆಯ ಕುರಿತು ಸೂಕ್ತ ಸೂಚನೆ/ನಿರ್ದೇಶನಗಳನ್ನು ನೀಡಲಾಗುತ್ತಿದೆ ಎಂದು ಸಚಿವರು. ಅಪರಾಧ ಪ್ರಕರಣಗಳ ಸಂಬಂಧ ತನಿಖೆಯ ವೇಳೆ ಪೊಲೀಸ್ ಅಧಿಕಾರಿ/ಸಿಬ್ಬಂದಿಗಳ ಕರ್ತವ್ಯದ ಮೇಲೆ ಉನ್ನತಾಧಿಕಾರಿಗಳು [616, 177, 889, 419]
story1-col2: ಸುವ್ಯವಸ್ಥೆ ಅತ್ಯುತ್ತಮವಾಗಿದೆ.ಅದರ ಜೊತೆ ಕೆಲವೇ ಕೆಲವು ಪೊಲೀಸರು ಅಪರಾಧ ಕೃತ್ಯಗಳಲ್ಲಿ ತೊಡಗಿ ಇಲಾಖೆಗೆ ಕೆಟ್ಟ ಹೆಸರು ತರುತ್ತಿದ್ದಾರೆ ಇವರನ್ನು ನಿರ್ದಾಕ್ಷಿಣ್ಯ ಕ್ರಮ ಕೈಗೊಳ್ಳಲಾಗಿದೆ ಎಂದರು. ಅಪರಾಧ ಪ್ರಕರಣಗಳಲ್ಲಿ ಭಾಗಿಯಾಗುವ ಪೊಲೀಸ್ ಅಧಿಕಾರಿ ಸಿಬ್ಬಂದಿಗಳ ವಿರುದ್ಧ ಕಾನೂನು ಪ್ರಕಾರ [334, 361, 601, 480]
story4-col2: ಕಿಖದ) ಗುರಿಗಳನ್ನು ಉತ್ತಮವಾಗಿ ಪೂರೈಸಿರುವುದು ಕಾರಣ ಎಂದು ಕೇಂದ್ರ ಸರ್ಕಾರ ಸ್ಪಷ್ಟಪಡಿಸಿದೆ. ಲೋಕಸಭೆಯಲ್ಲಿ ನಡೆಯುತ್ತಿರುವ ಚಳಿಗಾಲದ ಅಧಿವೇಶನದಲ್ಲಿ ಉಡುಪಿ-ಚಿಕ್ಕಮಗಳೂರು ಸಂಸದ ಕೋಟಾ ಶ್ರೀನಿವಾಸ ಪೂಜಾರಿ ಅವರ ಪ್ರಶ್ನೆಗೆ ಹಣಕಾಸು [667, 1717, 918, 1816]
promo-title: ಪ್ರಜಾ ನಾಯಕ [127, 1697, 298, 1741]
story4-col4: ದೀರ್ಘಾವಧಿಯ ಮರು ಹಣಕಾಸು 2023-24ರಲ್ಲಿ 11,479.6 ಕೋಟಿ ರೂ.ಗಳಿಂದ 2024-25ರಲ್ಲಿ 7,128.37 ಕೋಟಿ ರೂ. ಗಳಿಗೆ ಇಳಿದಿದೆ. ಅಲ್ಪಾವಧಿಯ ಮರುಹಣಕಾಸು 2024-25ರಲ್ಲಿ 14,313.6 ಕೋಟಿ ರೂ.ಗಳಲ್ಲಿ ಹೆಚ್ಚಾಗಿ ಸ್ಥಿರವಾಗಿತ್ತು. ಅದೇ ಸಮಯದಲ್ಲಿ, ಗ್ರಾಮೀಣ ಮೂಲಸೌಕರ್ಯ ಅಭಿವೃದ್ಧಿ ನಿಧಿ (ಆರ್‌ಐಡಿಎಫ್) ಅಡಿಯಲ್ಲಿ ಹಣಕಾಸು ಹೆಚ್ಚಾಗಿದೆ. 2023-24ರಲ್ಲಿ ರೂ.1,727.50 ಕೋಟಿ ಇದ್ದದ್ದು, 2024-25ರಲ್ಲಿ ರೂ.2,408.11 ಕೋಟಿಗೆ ಏರಿದೆ. ನೀರಾವರಿ ನಿಧಿಯು 2023-24ರಲ್ಲಿ ರೂ.110.23 ಕೋಟಿಯಿಂದ 2024-25ರಲ್ಲಿ ರೂ.49.63 ಕೋಟಿಗೆ ಗಣನೀಯವಾಗಿ ಕುಸಿತಗೊಂಡಿದೆ. 2023-24 ಮತ್ತು 2024-25ರಲ್ಲಿ ಗೋದಾಮು ಮೂಲಸೌಕರ್ಯ ನಿಧಿಯ ಅಡಿಯಲ್ಲಿ ಯಾವುದೇ ಸಾಲವನ್ನು ಮಂಜೂರು ಮಾಡಲಾಗಿಲ್ಲ ಆದರೆ 2022-23ರಲ್ಲಿ 46.07 ಕೋಟಿ ರೂ.ಗಳನ್ನು ಮಂಜೂರು ಮಾಡಲಾಗಿದೆ ಎಂದು ಮಾಹಿತಿ ನೀಡಿದ್ದಾರೆ. [1147, 1383, 1478, 1666]
left1-headline-line2: ಕ್ರಿಮಿನಲ್ ಪ್ರಕರಣ [138, 527, 287, 557]
promo-line1: ಕನ್ನಡ ದಿನಪತ್ರಿಕೆಯನ್ನು [110, 1762, 315, 1795]
story5-col3: ಸಂಬಣ್ಣಿ, ದಿನೇಶ್ ಹಳ್ಳಿ, ಕನ್ನಾನ ಮುಶ್ರಿಫ್, ಉಸ್ಮಾನ್ ಪಟೇಲ್, ಜಕ್ಕಪ್ಪ ಯಡವೆ, ಆಸಿಫ್ ಶಾನವಾಲೆ, ಸೈಯದ್ ಬಾಲಾಸ್ರವರ ಸೇರಿದಂತೆ ಅನೇಕ ನಾಯಕರು ಭಾಗವಹಿಸಿದ್ದರು. ಇದೇ ಸಂದರ್ಭದಲ್ಲಿ ಜಿಲ್ಲಾ ಕಾಂಗ್ರೆಸ್ ಉಪಾಧ್ಯಕ್ಷರಾದ ಶ್ರೀ ವಸಂತ ಹೊನ್ಮೋಡೆ, ಜಮಾದಾರ ಗದಗೀಮಠ, ಸುಭಾಷ ಕಾಲೇಬಾಗ, ಮಹಾದೇವಿ ಗೋಕಾಕ, ಜಿಲ್ಲಾ ಕಾಂಗ್ರೆಸ್ ಪ್ರಧಾನ ಕಾರ್ಯದರ್ಶಿಗಳಾದ ಎಂ.ಎಂ. ಮುಲ್ಲಾ (ವಾರ್ಡ್‌ರಿ), ವಸಂತ ಹೊನಮೋಡೆ, ದೇಸು ಚವ್ಹಾಣ, ಚಿಟಬಸಪ್ಪ ನಂದರಗಿ, ಮಹಿಳಾ ದಳವಾಯಿ ಸೇರಿದಂತೆ ಬ್ಲಾಕ್ ಕಾಂಗ್ರೆಸ್ ಅಧ್ಯಕ್ಷರುಗಳು, ಮಹಿಳಾ ಕಾಂಗ್ರೆಸ್, ಯುವ ಕಾಂಗ್ರೆಸ್, ಸೇವಾದಳ, ಸೇರಿದಂತೆ ವಿವಿಧ ಮುಂಚೂಣಿ ಘಟಕ ಹಾಗೂ ವಿವಿಧ ಘಟಕಗಳ ಪದಾಧಿಕಾರಿಗಳು ಮತ್ತು ಕಾರ್ಯಕರ್ತರು ಹೆಚ್ಚಿನ ಸಂಖ್ಯೆಯಲ್ಲಿ ಉಪಸ್ಥಿತರಿದ್ದರು. [1183, 1970, 1478, 2212]
left2-byline: ಪ್ರಜಾ ನಾಯಕ ದಾವಣಗೆರೆ [44, 1353, 165, 1370]
story4-col1: ಶಿವಮೊಗ್ಗ: ಕರ್ನಾಟಕಕ್ಕೆ ರಾಷ್ಟ್ರೀಯ ಕೃಷಿ ಮತ್ತು ಗ್ರಾಮೀಣಾಭಿವೃದ್ಧಿ ಬ್ಯಾಂಕ್ (ನಬಾರ್ಡ್) ನಿಂದ ಇತ್ತೀಚಿನ ವರ್ಷಗಳಲ್ಲಿ ಅನುದಾನ ಕಡಿಮೆಯಾಗಲು ಬ್ಯಾಂಕುಗಳ ಹೆಚ್ಚು ಆದ್ಯತಾ ವಲಯದ ಸಾಲ (ಕಿಡಿಐಡಿ-ಎಫ್ ಖಜಾನೆಯ ಖಜಾಟಿಚಾರ) - [407, 1717, 660, 1816]
story1-headline: ಅಪರಾಧ ಕೃತ್ಯಗಳಲ್ಲಿ ಶಾಮೀಲು 88 ಪೊಲೀಸರ ವಿರುದ್ಧ ಕ್ರಿಮಿನಲ್ ಕೇಸ್ [261, 101, 1256, 150]
story4-headline: ಬ್ಯಾಂಕ್ ಸಾಲದಲ್ಲಿ ಸುಧಾರಣೆ ಹಿನ್ನೆಲೆ ಕರ್ನಾಟಕದ NABARD ಅನುದಾನ ಕಡಿತ : ಕೇಂದ್ರ ಸರ್ಕಾರ ಸ್ಪಷ್ಟನೆ [539, 1338, 1342, 1365]
story3-below-photo: ತೃಪ್ತಿಪಡಿಸುವ ಕಾರ್ಯ ಗುತ್ತಿಗೆದಾರರಿಂದ ವಸೂಲಿ ಕುರಿತು ಗುತ್ತಿಗೆದಾರರ ಸಂಘದ ಅಧ್ಯಕ್ಷರೇ ಪತ್ರ ಬರೆದಿದ್ದಾರೆ. ಭ್ರಷ್ಟಾಚಾರ ಬಿಟ್ಟರೆ ರಾಜ್ಯದಲ್ಲಿ ಅಭಿವೃದ್ಧಿ ಕೆಲಸಗಳು ಆಗುತ್ತಿಲ್ಲ ಎಂದು ದೂರಿದರು. ಕಾಂಗ್ರೆಸ್‌ನವರಿಗೆ ಬಡವರಾದರೇನು, [681, 1186, 931, 1285]
